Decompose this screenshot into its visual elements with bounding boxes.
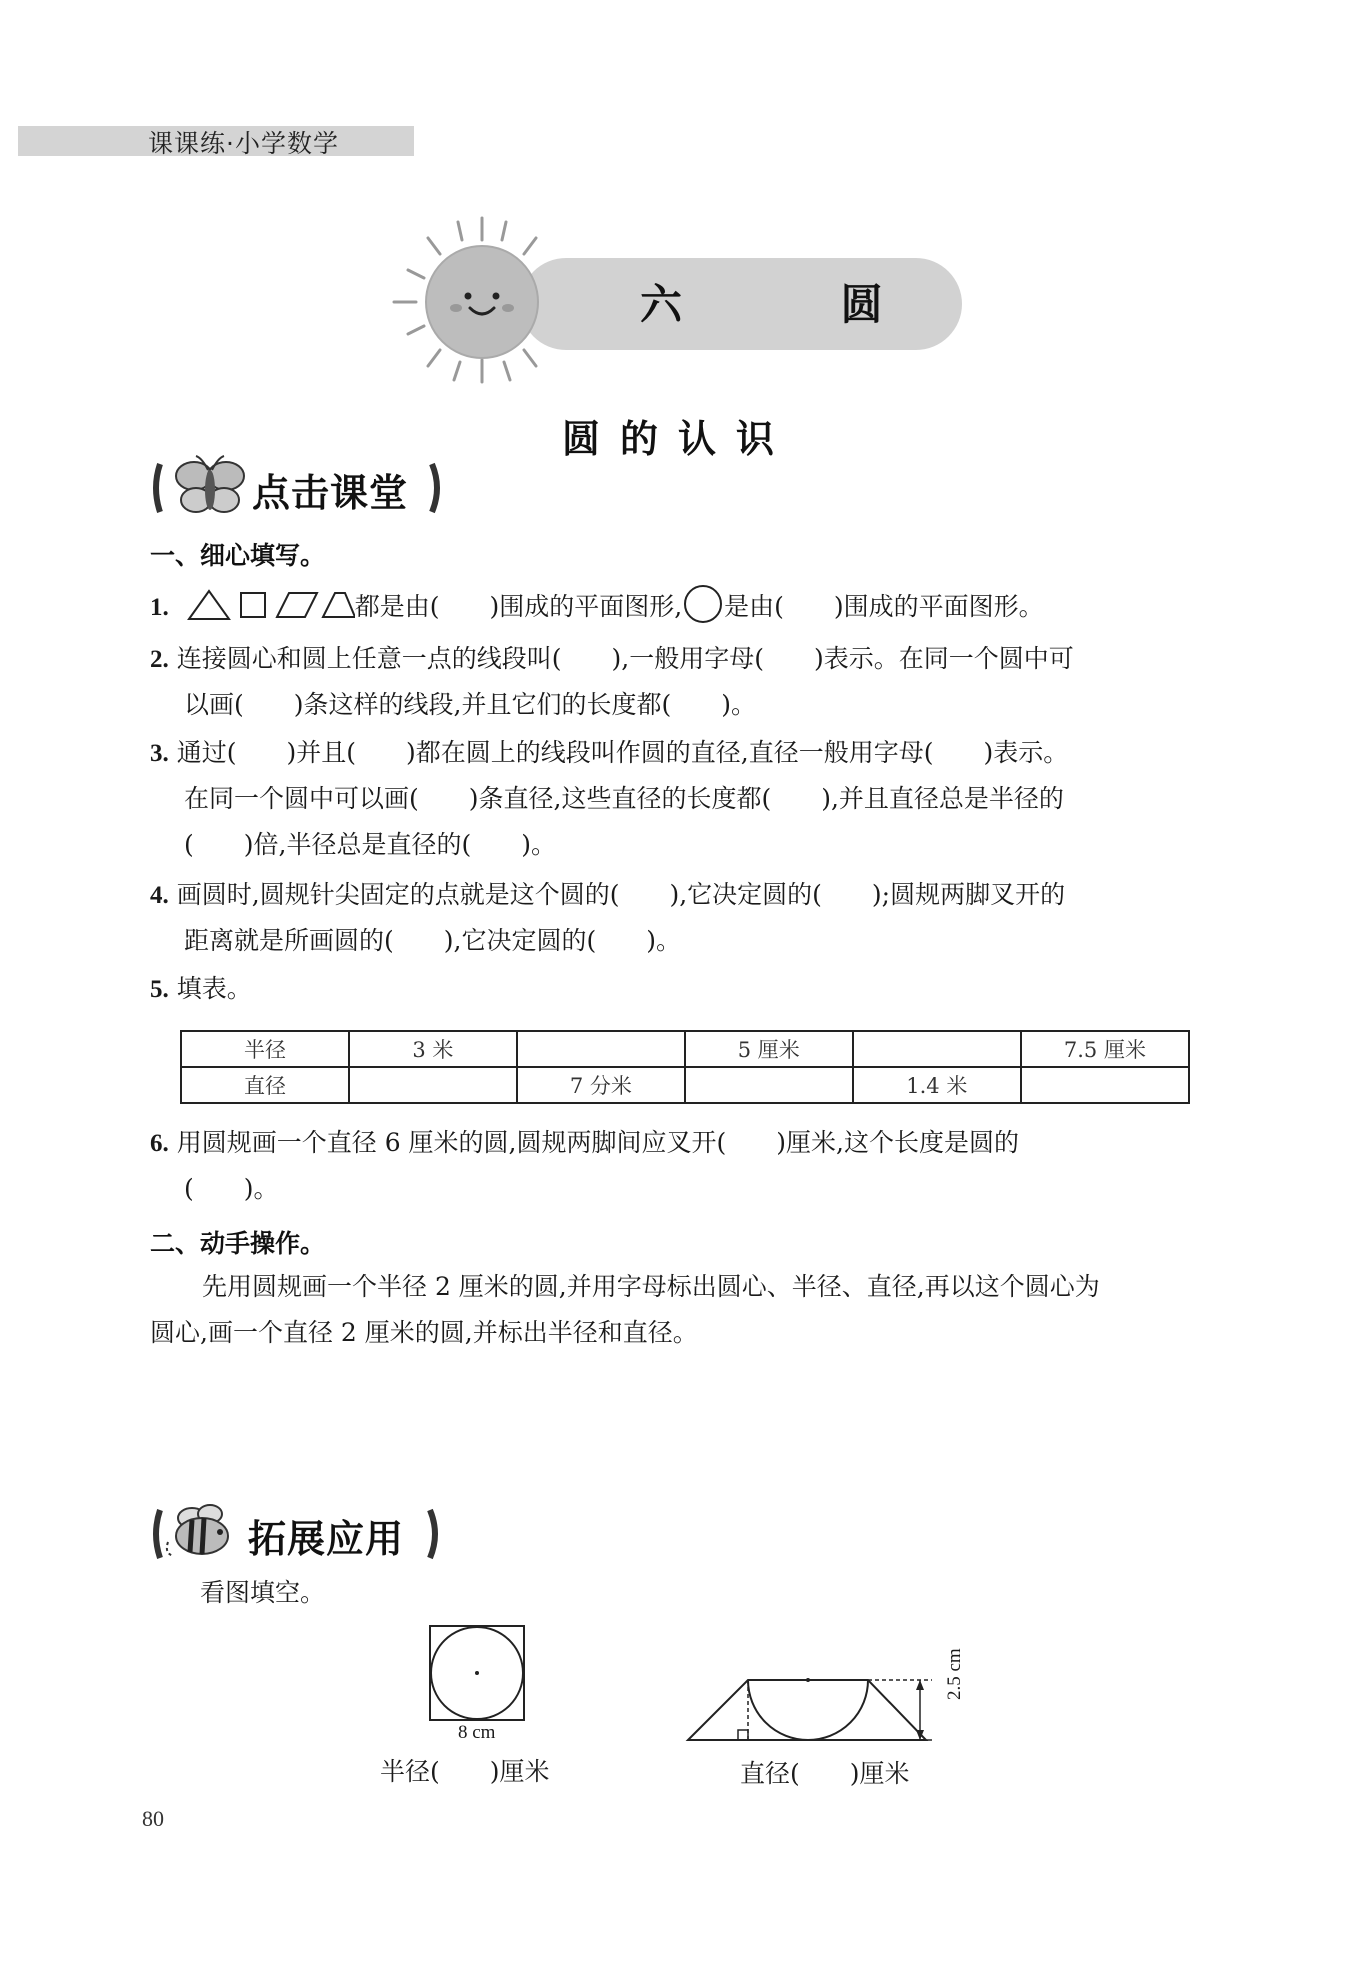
question-6 <box>150 1120 1019 1167</box>
fig2-caption: 直径( )厘米 <box>740 1759 910 1788</box>
unit-title: 六 圆 <box>640 280 955 329</box>
sun-illustration <box>388 210 548 390</box>
butterfly-icon <box>172 454 248 520</box>
table-cell-blank[interactable] <box>853 1031 1021 1067</box>
fig2-dimension-label: 2.5 cm <box>944 1648 965 1700</box>
section-label-dianji: 点击课堂 <box>252 471 409 515</box>
question-3 <box>150 730 1068 777</box>
table-cell: 直径 <box>181 1067 349 1103</box>
question-3-line3: ( )倍,半径总是直径的( )。 <box>184 830 556 859</box>
question-number: 3. <box>150 740 169 767</box>
question-2-line1: 连接圆心和圆上任意一点的线段叫( ),一般用字母( )表示。在同一个圆中可 <box>176 644 1074 673</box>
question-1 <box>150 584 1044 631</box>
question-6-line1: 用圆规画一个直径 6 厘米的圆,圆规两脚间应叉开( )厘米,这个长度是圆的 <box>176 1128 1019 1157</box>
fig1-caption: 半径( )厘米 <box>380 1757 550 1786</box>
table-cell: 5 厘米 <box>685 1031 853 1067</box>
circle-icon <box>682 585 724 623</box>
table-cell: 7 分米 <box>517 1067 685 1103</box>
part2-line1: 先用圆规画一个半径 2 厘米的圆,并用字母标出圆心、半径、直径,再以这个圆心为 <box>202 1272 1100 1301</box>
table-cell: 3 米 <box>349 1031 517 1067</box>
question-2-line2: 以画( )条这样的线段,并且它们的长度都( )。 <box>184 690 756 719</box>
table-cell: 1.4 米 <box>853 1067 1021 1103</box>
trapezoid-semicircle-figure <box>682 1666 942 1748</box>
fill-table <box>180 1030 1190 1104</box>
table-row <box>181 1067 1189 1103</box>
table-cell: 7.5 厘米 <box>1021 1031 1189 1067</box>
table-cell-blank[interactable] <box>1021 1067 1189 1103</box>
table-cell-blank[interactable] <box>517 1031 685 1067</box>
extension-instruction: 看图填空。 <box>200 1578 326 1607</box>
question-4 <box>150 872 1065 919</box>
table-cell-blank[interactable] <box>349 1067 517 1103</box>
question-6-line2: ( )。 <box>184 1174 279 1203</box>
page-number: 80 <box>142 1806 164 1831</box>
question-1-text-b: 是由( )围成的平面图形。 <box>724 592 1044 621</box>
question-4-line1: 画圆时,圆规针尖固定的点就是这个圆的( ),它决定圆的( );圆规两脚叉开的 <box>176 880 1066 909</box>
question-2 <box>150 636 1074 683</box>
question-3-line1: 通过( )并且( )都在圆上的线段叫作圆的直径,直径一般用字母( )表示。 <box>176 738 1069 767</box>
section-label-tuozhan: 拓展应用 <box>248 1517 405 1561</box>
table-row <box>181 1031 1189 1067</box>
question-number: 6. <box>150 1130 169 1157</box>
book-title: 课课练·小学数学 <box>148 129 339 158</box>
question-number: 1. <box>150 594 169 621</box>
shape-icons <box>185 585 355 623</box>
question-3-line2: 在同一个圆中可以画( )条直径,这些直径的长度都( ),并且直径总是半径的 <box>184 784 1064 813</box>
question-5 <box>150 966 252 1013</box>
bee-icon <box>162 1496 242 1562</box>
part2-heading: 二、动手操作。 <box>150 1229 326 1258</box>
table-cell: 半径 <box>181 1031 349 1067</box>
question-number: 2. <box>150 646 169 673</box>
lesson-title: 圆的认识 <box>562 417 795 461</box>
question-1-text-a: 都是由( )围成的平面图形, <box>354 592 683 621</box>
question-number: 5. <box>150 976 169 1003</box>
question-number: 4. <box>150 882 169 909</box>
part2-line2: 圆心,画一个直径 2 厘米的圆,并标出半径和直径。 <box>150 1318 698 1347</box>
part1-heading: 一、细心填写。 <box>150 541 326 570</box>
table-cell-blank[interactable] <box>685 1067 853 1103</box>
fig1-dimension-label: 8 cm <box>458 1722 496 1743</box>
question-5-text: 填表。 <box>176 974 252 1003</box>
question-4-line2: 距离就是所画圆的( ),它决定圆的( )。 <box>184 926 681 955</box>
